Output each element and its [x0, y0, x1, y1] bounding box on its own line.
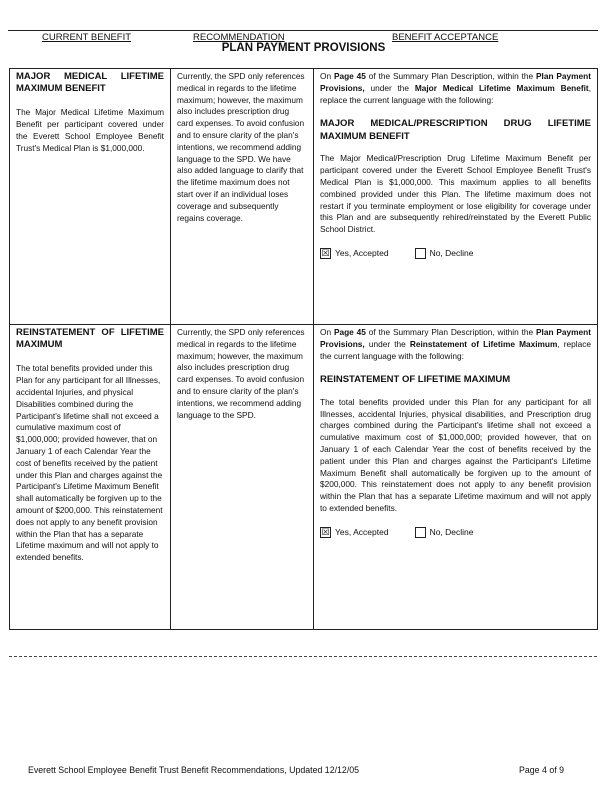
recommendation-text: Currently, the SPD only references medical in regards to the lifetime maximum; however, the maximum also includes prescription drug card expenses. To avoid confusion and to ensure clarity of the plan's intentions, we recommend adding language to the SPD.: [177, 327, 305, 420]
current-benefit-text: The total benefits provided under this Plan for any participant for all Illnesses, accidental Injuries, and physical Disabilities combined during the Participant's lifetime shall not exceed a cumulative maximum cost of $1,000,000; provided however, that on January 1 of each Calendar Year the cost of benefits received by the patient under this Plan and charges against the Participant's Lifetime Maximum Benefit shall automatically be forgiven up to the amount of $200,000. This reinstatement does not apply to any benefit provision within the Plan that has a separate Lifetime maximum and will not apply to extended benefits.: [16, 363, 163, 563]
recommendation-text: Currently, the SPD only references medical in regards to the lifetime maximum; however, the maximum also includes prescription drug card expenses. To avoid confusion and to ensure clarity of the plan's intentions, we recommend adding language to the SPD. We have also added language to clarify that the lifetime maximum does not start over if an individual loses coverage and subsequently regains coverage.: [177, 71, 305, 223]
no-checkbox[interactable]: [415, 248, 426, 259]
footer-text: Everett School Employee Benefit Trust Benefit Recommendations, Updated 12/12/05: [28, 765, 360, 775]
yes-label: Yes, Accepted: [335, 247, 389, 258]
no-label: No, Decline: [429, 247, 474, 258]
new-language-text: The total benefits provided under this Plan for any participant for all Illnesses, accidental Injuries, physical disabilities, and Prescription drug charges combined during the Participant's lifetime shall not exceed a cumulative maximum cost of $1,000,000; provided however, that on January 1 of each Calendar Year the cost of benefits received by the patient under this Plan and charges against the Participant's Lifetime Maximum Benefit shall automatically be forgiven up to the amount of $200,000. This reinstatement does not apply to any benefit provision within the Plan that has a separate Lifetime maximum and will not apply to extended benefits.: [320, 396, 591, 514]
yes-checkbox[interactable]: ☒: [321, 248, 330, 259]
acceptance-instructions: On Page 45 of the Summary Plan Description, within the Plan Payment Provisions, under the Major Medical Lifetime Maximum Benefit, replace the current language with the following:: [320, 71, 592, 105]
current-benefit-cell: [10, 69, 171, 325]
yes-label: Yes, Accepted: [335, 526, 389, 537]
current-benefit-text: The Major Medical Lifetime Maximum Benefit per participant covered under the Everett School Employee Benefit Trust's Medical Plan is $1,000,000.: [16, 107, 164, 153]
topic-reference: Reinstatement of Lifetime Maximum: [409, 338, 558, 349]
acceptance-options: [320, 527, 591, 539]
section-reference: Plan Payment Provisions,: [320, 327, 591, 349]
yes-checkbox[interactable]: ☒: [321, 527, 330, 538]
topic-reference: Major Medical Lifetime Maximum Benefit: [414, 82, 589, 93]
acceptance-cell: [314, 69, 598, 325]
header-current-benefit: CURRENT BENEFIT: [42, 32, 132, 43]
provisions-table: [9, 68, 598, 630]
acceptance-options: [320, 248, 591, 260]
recommendation-cell: [171, 325, 314, 630]
benefit-label: MAJOR MEDICAL LIFETIME MAXIMUM BENEFIT: [16, 71, 164, 95]
page-reference: Page 45: [333, 327, 366, 337]
page-number: Page 4 of 9: [519, 765, 564, 775]
header-recommendation: RECOMMENDATION: [193, 32, 285, 43]
acceptance-cell: [314, 325, 598, 630]
table-row: [10, 325, 598, 630]
bottom-divider: [9, 656, 597, 657]
new-language-heading: MAJOR MEDICAL/PRESCRIPTION DRUG LIFETIME MAXIMUM BENEFIT: [320, 118, 591, 142]
no-label: No, Decline: [429, 526, 474, 537]
new-language-text: The Major Medical/Prescription Drug Lifetime Maximum Benefit per participant covered under the Everett School Employee Benefit Trust's Medical Plan is $1,000,000. This maximum applies to all benefits combined provided under this Plan. The lifetime maximum does not restart if you terminate employment or lose eligibility for coverage under this Plan and are subsequently rehired/reinstated by the Everett Public School District.: [320, 153, 591, 235]
page-reference: Page 45: [333, 71, 366, 81]
page-title: PLAN PAYMENT PROVISIONS: [221, 42, 386, 54]
recommendation-cell: [171, 69, 314, 325]
benefit-label: REINSTATEMENT OF LIFETIME MAXIMUM: [16, 327, 164, 351]
acceptance-instructions: On Page 45 of the Summary Plan Description, within the Plan Payment Provisions, under the Reinstatement of Lifetime Maximum, replace the current language with the following:: [320, 327, 591, 361]
section-reference: Plan Payment Provisions,: [320, 71, 591, 93]
header-benefit-acceptance: BENEFIT ACCEPTANCE: [392, 32, 499, 43]
no-checkbox[interactable]: [415, 527, 426, 538]
current-benefit-cell: [10, 325, 171, 630]
new-language-heading: REINSTATEMENT OF LIFETIME MAXIMUM: [320, 374, 511, 386]
table-row: [10, 69, 598, 325]
